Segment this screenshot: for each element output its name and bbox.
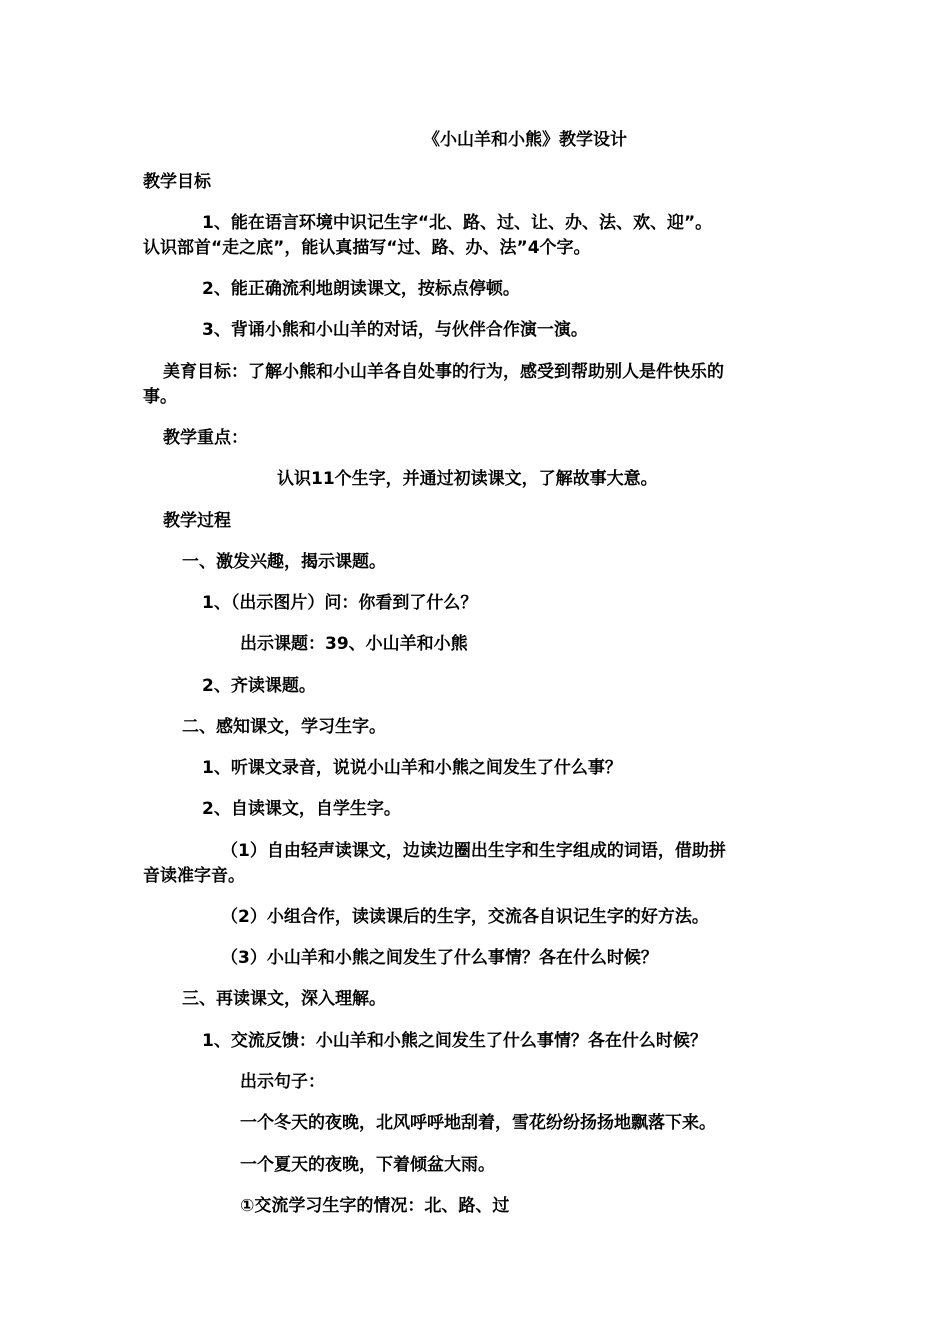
goal-item-1-line-1: 1、能在语言环境中识记生字“北、路、过、让、办、法、欢、迎”。 (202, 213, 713, 233)
section-2-substep-3: （3）小山羊和小熊之间发生了什么事情？各在什么时候？ (221, 948, 658, 968)
section-2-substep-1-line-1: （1）自由轻声读课文，边读边圈出生字和生字组成的词语，借助拼 (221, 841, 726, 861)
goal-item-1-line-2: 认识部首“走之底”，能认真描写“过、路、办、法”4个字。 (143, 238, 591, 258)
goal-item-2: 2、能正确流利地朗读课文，按标点停顿。 (202, 279, 520, 299)
key-point-heading: 教学重点： (163, 428, 248, 448)
goal-heading: 教学目标 (143, 172, 211, 192)
document-title: 《小山羊和小熊》教学设计 (423, 130, 627, 150)
section-1-step-2: 2、齐读课题。 (202, 676, 316, 696)
section-1-step-1: 1、（出示图片）问：你看到了什么？ (202, 593, 478, 613)
aesthetic-goal-line-1: 美育目标：了解小熊和小山羊各自处事的行为，感受到帮助别人是件快乐的 (163, 362, 724, 382)
sentence-2: 一个夏天的夜晚，下着倾盆大雨。 (240, 1155, 495, 1175)
section-3-show-sentences: 出示句子： (240, 1072, 325, 1092)
section-2-substep-1-line-2: 音读准字音。 (143, 866, 245, 886)
section-3-step-1: 1、交流反馈：小山羊和小熊之间发生了什么事情？各在什么时候？ (202, 1031, 707, 1051)
section-2-step-2: 2、自读课文，自学生字。 (202, 799, 401, 819)
goal-item-3: 3、背诵小熊和小山羊的对话，与伙伴合作演一演。 (202, 320, 588, 340)
aesthetic-goal-line-2: 事。 (143, 387, 177, 407)
section-1-show-title: 出示课题：39、小山羊和小熊 (240, 634, 468, 654)
process-heading: 教学过程 (163, 511, 231, 531)
sentence-1: 一个冬天的夜晚，北风呼呼地刮着，雪花纷纷扬扬地飘落下来。 (240, 1113, 716, 1133)
section-1-heading: 一、激发兴趣，揭示课题。 (182, 552, 386, 572)
section-2-substep-2: （2）小组合作，读读课后的生字，交流各自识记生字的好方法。 (221, 907, 709, 927)
section-2-step-1: 1、听课文录音，说说小山羊和小熊之间发生了什么事？ (202, 758, 622, 778)
section-3-exchange: ①交流学习生字的情况：北、路、过 (240, 1196, 510, 1216)
section-2-heading: 二、感知课文，学习生字。 (182, 717, 386, 737)
section-3-heading: 三、再读课文，深入理解。 (182, 989, 386, 1009)
key-point-text: 认识11个生字，并通过初读课文，了解故事大意。 (277, 469, 658, 489)
